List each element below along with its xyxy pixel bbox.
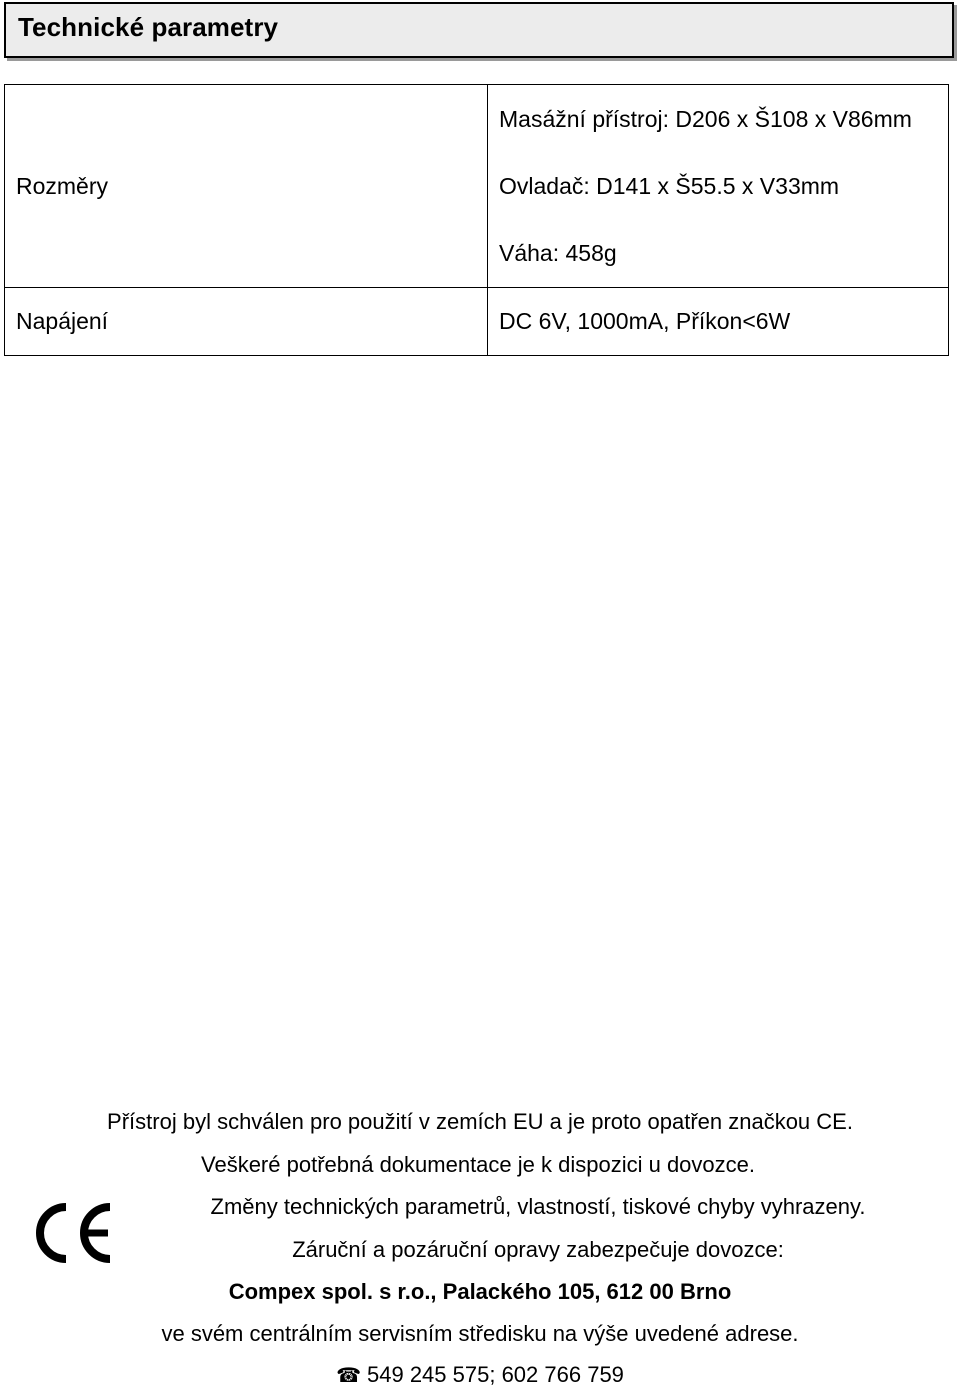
section-header (4, 2, 954, 58)
notice-line: Přístroj byl schválen pro použití v zemích EU a je proto opatřen značkou CE. (107, 1109, 853, 1134)
notice-line: Záruční a pozáruční opravy zabezpečuje dovozce: (292, 1237, 784, 1262)
specs-table (4, 84, 949, 356)
phone-numbers: 549 245 575; 602 766 759 (367, 1362, 624, 1387)
section-title: Technické parametry (18, 12, 279, 42)
spec-value (488, 85, 949, 288)
spec-value-line: Masážní přístroj: D206 x Š108 x V86mm (499, 105, 912, 132)
spec-value-line: Ovladač: D141 x Š55.5 x V33mm (499, 172, 840, 199)
notice-line: ve svém centrálním servisním středisku na výše uvedené adrese. (161, 1321, 799, 1346)
table-row (5, 85, 949, 288)
table-row (5, 288, 949, 356)
spec-value (488, 288, 949, 356)
spec-label: Rozměry (5, 85, 488, 288)
notice-line: Změny technických parametrů, vlastností, tiskové chyby vyhrazeny. (210, 1194, 866, 1219)
telephone-icon: ☎ (336, 1365, 361, 1387)
spec-value-line: DC 6V, 1000mA, Příkon<6W (499, 308, 791, 334)
notice-line: Veškeré potřebná dokumentace je k dispozici u dovozce. (201, 1152, 755, 1177)
importer-address: Compex spol. s r.o., Palackého 105, 612 00 Brno (228, 1279, 732, 1304)
spec-value-line: Váha: 458g (499, 239, 617, 266)
phone-line (0, 1362, 960, 1388)
spec-label: Napájení (5, 288, 488, 356)
